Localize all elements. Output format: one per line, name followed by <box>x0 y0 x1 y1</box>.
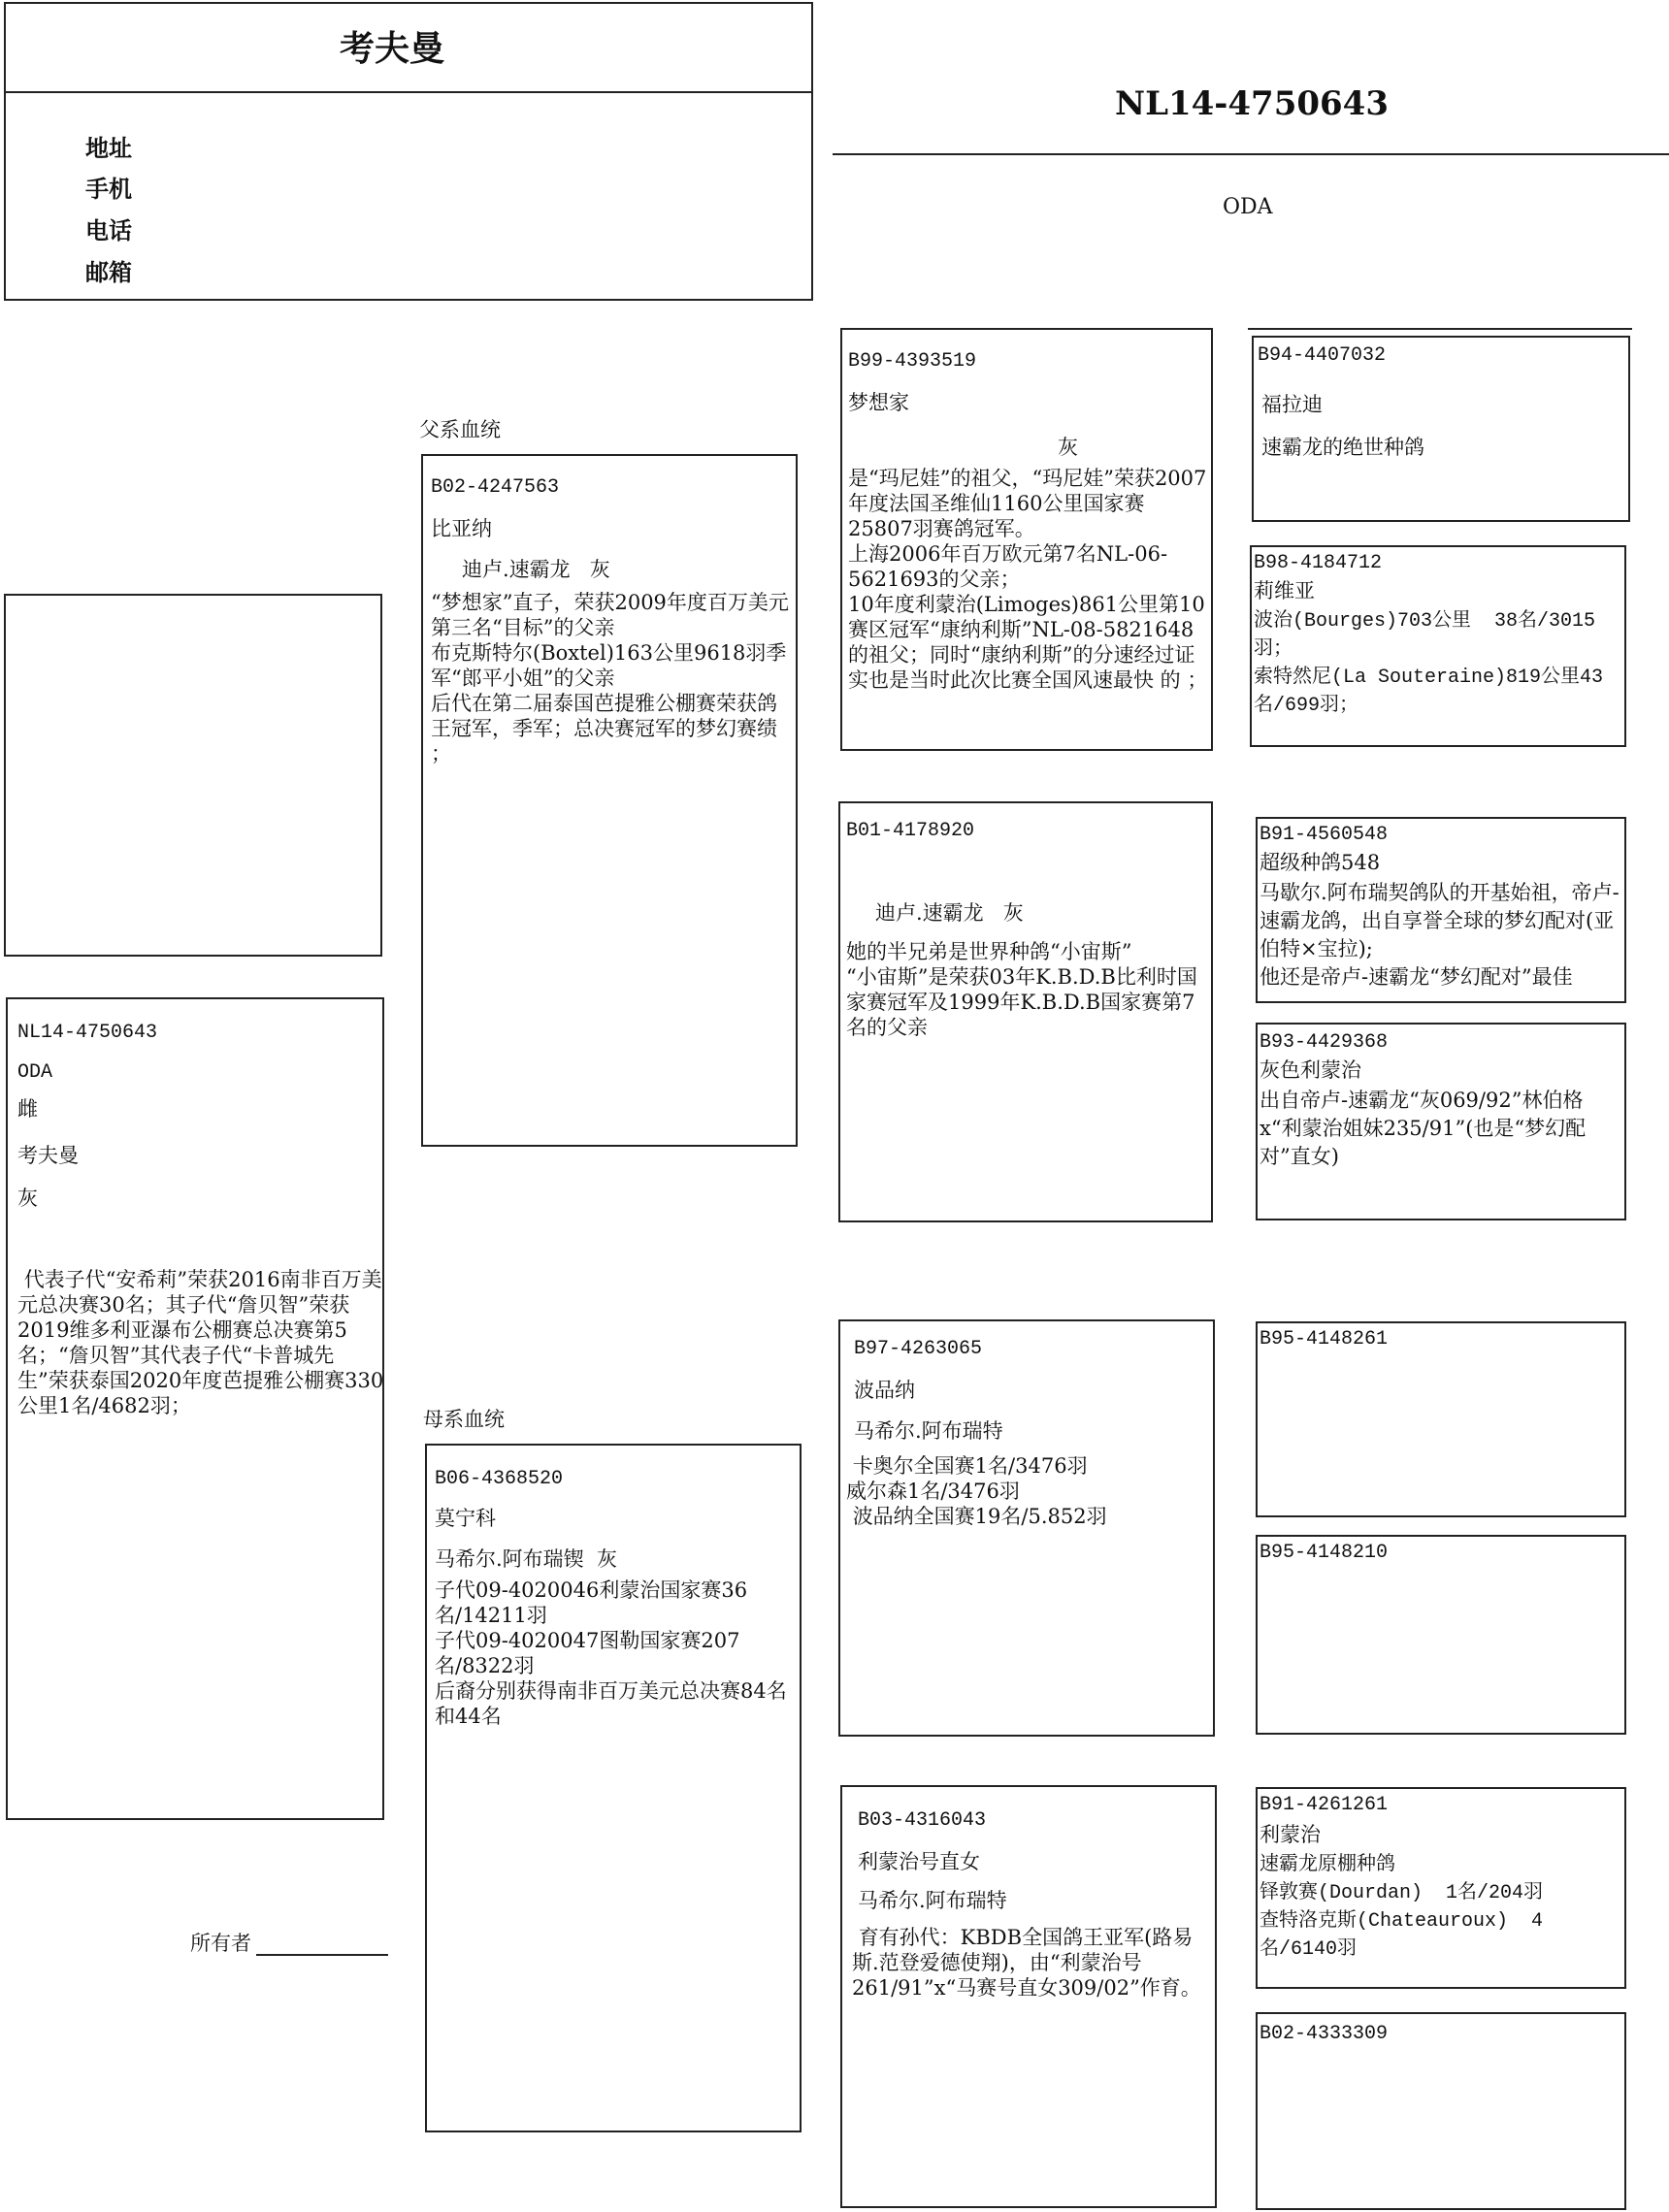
dam-ring: B06-4368520 <box>435 1468 564 1490</box>
sire-card <box>421 454 798 1147</box>
contact-label-address: 地址 <box>85 134 132 162</box>
ggp-sss-name: 福拉迪 <box>1261 393 1323 416</box>
ring-suffix: ODA <box>1223 195 1273 219</box>
granddam-dam-side-card <box>840 1785 1217 2208</box>
ggp-sds-notes: 马歇尔.阿布瑞契鸽队的开基始祖，帝卢-速霸龙鸽，出自享誉全球的梦幻配对(亚伯特×宝拉); 他还是帝卢-速霸龙“梦幻配对”最佳 <box>1260 881 1620 989</box>
gs-dd-notes: 育有孙代：KBDB全国鸽王亚军(路易斯.范登爱德使翔)，由“利蒙治号261/91”x“马赛号直女309/02”作育。 <box>852 1926 1201 2000</box>
ggp-sss-card <box>1252 336 1630 522</box>
subject-code: ODA <box>17 1061 53 1084</box>
ggp-sss-notes: 速霸龙的绝世种鸽 <box>1261 436 1424 459</box>
subject-owner: 考夫曼 <box>17 1144 79 1167</box>
sire-notes: “梦想家”直子，荣获2009年度百万美元第三名“目标”的父亲 布克斯特尔(Boxtel)163公里9618羽季军“郎平小姐”的父亲 后代在第二届泰国芭提雅公棚赛荣获鸽王冠军，季军；总决赛冠军的梦幻赛绩 ； <box>431 591 789 765</box>
photo-frame <box>4 594 382 957</box>
top-right-rule <box>1248 328 1632 330</box>
gs-ss-notes: 是“玛尼娃”的祖父，“玛尼娃”荣获2007年度法国圣维仙1160公里国家赛25807羽赛鸽冠军。 上海2006年百万欧元第7名NL-06-5621693的父亲； 10年度利蒙治(Limoges)861公里第10赛区冠军“康纳利斯”NL-08-5821648的祖父；同时“康纳利斯”的分速经过证实也是当时此次比赛全国风速最快 的 ； <box>848 467 1208 692</box>
gs-dd-strain: 马希尔.阿布瑞特 <box>858 1889 1007 1912</box>
ggp-dds-card <box>1256 1787 1626 1989</box>
owner-signature-line <box>256 1954 388 1956</box>
ggp-sds-ring: B91-4560548 <box>1260 824 1389 846</box>
ggp-sdd-card <box>1256 1023 1626 1220</box>
ggp-sdd-notes: 出自帝卢-速霸龙“灰069/92”林伯格x“利蒙治姐妹235/91”(也是“梦幻配对”直女) <box>1260 1089 1587 1168</box>
gs-sd-ring: B01-4178920 <box>846 820 975 842</box>
sire-line-label: 父系血统 <box>419 418 501 441</box>
ggp-sss-ring: B94-4407032 <box>1258 344 1387 367</box>
ggp-ssd-name: 莉维亚 <box>1254 579 1315 602</box>
sire-ring: B02-4247563 <box>431 476 560 499</box>
ring-number-underline <box>833 153 1669 155</box>
dam-card <box>425 1444 802 2132</box>
gs-ss-color: 灰 <box>1058 436 1078 459</box>
ggp-dss-card <box>1256 1321 1626 1517</box>
subject-ring: NL14-4750643 <box>17 1022 158 1044</box>
ggp-dds-ring: B91-4261261 <box>1260 1794 1389 1816</box>
sire-name: 比亚纳 <box>431 517 492 540</box>
dam-line-label: 母系血统 <box>423 1408 505 1431</box>
dam-strain: 马希尔.阿布瑞锲 灰 <box>435 1547 618 1571</box>
gs-ds-notes: 卡奥尔全国赛1名/3476羽 威尔森1名/3476羽 波品纳全国赛19名/5.852羽 <box>846 1454 1107 1528</box>
dam-name: 莫宁科 <box>435 1507 496 1530</box>
sire-strain: 迪卢.速霸龙 灰 <box>462 558 610 581</box>
owner-name-title: 考夫曼 <box>339 28 444 69</box>
subject-color: 灰 <box>17 1187 38 1210</box>
gs-ds-ring: B97-4263065 <box>854 1338 983 1360</box>
gs-ss-name: 梦想家 <box>848 391 909 414</box>
gs-sd-notes: 她的半兄弟是世界种鸽“小宙斯” “小宙斯”是荣获03年K.B.D.B比利时国家赛冠军及1999年K.B.D.B国家赛第7名的父亲 <box>846 940 1197 1039</box>
granddam-sire-side-card <box>838 801 1213 1222</box>
ggp-sds-name: 超级种鸽548 <box>1260 851 1381 874</box>
contact-label-mobile: 手机 <box>85 175 132 203</box>
ggp-dss-ring: B95-4148261 <box>1260 1328 1389 1350</box>
header-divider <box>4 91 813 93</box>
contact-label-phone: 电话 <box>85 216 132 244</box>
ggp-ssd-ring: B98-4184712 <box>1254 552 1383 574</box>
ggp-ddd-ring: B02-4333309 <box>1260 2023 1389 2045</box>
gs-ds-strain: 马希尔.阿布瑞特 <box>854 1419 1003 1443</box>
owner-signature-label: 所有者 <box>190 1932 251 1955</box>
ggp-dds-notes: 速霸龙原棚种鸽 铎敦赛(Dourdan) 1名/204羽 查特洛克斯(Chateauroux) 4 名/6140羽 <box>1260 1854 1544 1961</box>
gs-dd-name: 利蒙治号直女 <box>858 1850 980 1873</box>
ggp-dds-name: 利蒙治 <box>1260 1823 1321 1846</box>
grandsire-dam-side-card <box>838 1319 1215 1737</box>
ggp-ddd-card <box>1256 2012 1626 2210</box>
gs-sd-strain: 迪卢.速霸龙 灰 <box>875 901 1024 925</box>
ggp-sdd-name: 灰色利蒙治 <box>1260 1058 1361 1082</box>
gs-dd-ring: B03-4316043 <box>858 1809 987 1832</box>
ggp-sdd-ring: B93-4429368 <box>1260 1031 1389 1054</box>
contact-label-email: 邮箱 <box>85 258 132 286</box>
ring-number-title: NL14-4750643 <box>1114 84 1389 123</box>
subject-notes: 代表子代“安希莉”荣获2016南非百万美元总决赛30名；其子代“詹贝智”荣获2019维多利亚瀑布公棚赛总决赛第5名；“詹贝智”其代表子代“卡普城先生”荣获泰国2020年度芭提雅公棚赛330公里1名/4682羽； <box>17 1268 384 1417</box>
subject-card <box>6 997 384 1820</box>
gs-ss-ring: B99-4393519 <box>848 350 977 373</box>
ggp-dsd-card <box>1256 1535 1626 1735</box>
gs-ds-name: 波品纳 <box>854 1379 915 1402</box>
ggp-ssd-notes: 波治(Bourges)703公里 38名/3015羽； 索特然尼(La Souteraine)819公里43名/699羽； <box>1254 610 1604 717</box>
grandsire-sire-side-card <box>840 328 1213 751</box>
subject-sex: 雌 <box>17 1097 38 1121</box>
ggp-ssd-card <box>1250 545 1626 747</box>
dam-notes: 子代09-4020046利蒙治国家赛36名/14211羽 子代09-4020047图勒国家赛207名/8322羽 后裔分别获得南非百万美元总决赛84名和44名 <box>435 1578 787 1728</box>
ggp-dsd-ring: B95-4148210 <box>1260 1542 1389 1564</box>
ggp-sds-card <box>1256 817 1626 1003</box>
